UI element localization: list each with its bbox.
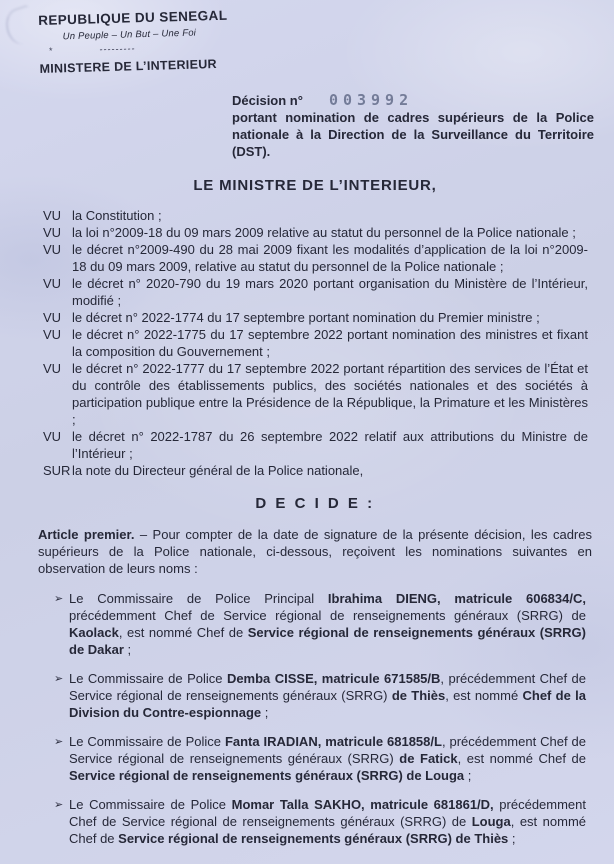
minister-title: LE MINISTRE DE L’INTERIEUR, <box>193 177 437 194</box>
bold-run: Service régional de renseignements généraux (SRRG) de Louga <box>69 768 465 783</box>
bullet-arrow-icon: ➢ <box>54 593 64 605</box>
article-paragraph <box>38 526 592 577</box>
bold-run: Article premier. <box>38 527 135 542</box>
preamble-text: le décret n° 2022-1787 du 26 septembre 2022 relatif aux attributions du Ministre de l’Intérieur ; <box>72 429 588 461</box>
preamble-text: la Constitution ; <box>72 208 162 223</box>
text-run: ; <box>123 642 132 657</box>
corner-smudge <box>1 5 39 48</box>
text-run: ; <box>508 831 516 846</box>
preamble-text: la loi n°2009-18 du 09 mars 2009 relative au statut du personnel de la Police nationale ; <box>72 225 576 240</box>
bold-run: de Fatick <box>399 751 458 766</box>
text-run: Le Commissaire de Police <box>69 797 232 812</box>
bold-run: de Thiès <box>391 688 446 703</box>
appointment-text <box>69 796 592 847</box>
preamble-item <box>43 224 592 241</box>
preamble-marker: VU <box>43 225 62 240</box>
preamble-text: le décret n° 2020-790 du 19 mars 2020 portant organisation du Ministère de l’Intérieur, modifié ; <box>72 276 588 308</box>
text-run: ; <box>464 768 472 783</box>
decision-number-line <box>232 92 594 109</box>
appointment-text <box>69 590 592 658</box>
preamble-list <box>38 207 592 479</box>
text-run: , précédemment Chef de Service régional de renseignements généraux (SRRG) <box>69 671 586 703</box>
text-run: précédemment Chef de Service régional de renseignements généraux (SRRG) de <box>69 797 587 829</box>
preamble-item <box>43 275 592 309</box>
decision-subject: portant nomination de cadres supérieurs de la Police nationale à la Direction de la Surveillance du Territoire (DST). <box>232 110 594 159</box>
bullet-arrow-icon: ➢ <box>54 736 64 748</box>
decision-number-stamp: 003992 <box>328 91 414 109</box>
text-run: – Pour compter de la date de signature de la présente décision, les cadres supérieurs de la Police nationale, ci-dessous, reçoivent les nominations suivantes en observation de leurs noms : <box>38 527 592 576</box>
preamble-item <box>43 309 592 326</box>
separator-dashes: --------- <box>99 43 136 55</box>
preamble-text: le décret n° 2022-1777 du 17 septembre 2022 portant répartition des services de l’État et du contrôle des établissements publics, des sociétés nationales et des sociétés à participation publique entre la Présidence de la République, la Primature et les Ministères ; <box>72 361 588 427</box>
preamble-item <box>43 360 592 428</box>
appointment-item <box>54 796 592 847</box>
bold-run: Momar Talla SAKHO, matricule 681861/D, <box>231 797 494 812</box>
appointment-item <box>54 590 592 658</box>
appointments-list <box>38 590 592 847</box>
preamble-marker: SUR <box>43 463 71 478</box>
decision-heading-block <box>232 92 594 160</box>
text-run: , est nommé <box>445 688 523 703</box>
text-run: ; <box>261 705 269 720</box>
preamble-text: le décret n° 2022-1774 du 17 septembre portant nomination du Premier ministre ; <box>72 310 540 325</box>
preamble-item <box>43 241 592 275</box>
republic-title: REPUBLIQUE DU SENEGAL <box>38 7 228 28</box>
bold-run: Service régional de renseignements généraux (SRRG) de Thiès <box>118 831 509 846</box>
letterhead <box>38 5 300 78</box>
ministry-title: MINISTERE DE L’INTERIEUR <box>39 57 218 76</box>
preamble-marker: VU <box>43 310 62 325</box>
appointment-item <box>54 670 592 721</box>
text-run: Le Commissaire de Police Principal <box>69 591 328 606</box>
bold-run: Ibrahima DIENG, matricule 606834/C, <box>327 591 586 606</box>
text-run: Le Commissaire de Police <box>69 734 225 749</box>
preamble-marker: VU <box>43 242 62 257</box>
bold-run: Fanta IRADIAN, matricule 681858/L <box>224 734 442 749</box>
decision-label: Décision n° <box>232 93 303 108</box>
appointment-item <box>54 733 592 784</box>
bold-run: Demba CISSE, matricule 671585/B <box>226 671 441 686</box>
preamble-item <box>43 428 592 462</box>
text-run: précédemment Chef de Service régional de renseignements généraux (SRRG) de <box>69 608 586 623</box>
appointment-text <box>69 670 592 721</box>
preamble-text: le décret n° 2022-1775 du 17 septembre 2022 portant nomination des ministres et fixant la composition du Gouvernement ; <box>72 327 588 359</box>
preamble-marker: VU <box>43 208 62 223</box>
preamble-marker: VU <box>43 429 62 444</box>
preamble-text: la note du Directeur général de la Police nationale, <box>72 463 364 478</box>
appointment-text <box>69 733 592 784</box>
preamble-marker: VU <box>43 276 62 291</box>
bullet-arrow-icon: ➢ <box>54 799 64 811</box>
text-run: , est nommé Chef de <box>118 625 248 640</box>
bullet-arrow-icon: ➢ <box>54 673 64 685</box>
preamble-item <box>43 326 592 360</box>
bold-run: Service régional de renseignements généraux (SRRG) de Dakar <box>69 625 586 657</box>
bold-run: Chef de la Division du Contre-espionnage <box>69 688 586 720</box>
preamble-text: le décret n°2009-490 du 28 mai 2009 fixant les modalités d’application de la loi n°2009-18 du 09 mars 2009, relative au statut du personnel de la Police nationale ; <box>72 242 588 274</box>
decide-heading: D E C I D E : <box>255 495 375 512</box>
text-run: , est nommé Chef de <box>69 814 587 846</box>
preamble-marker: VU <box>43 361 62 376</box>
preamble-item <box>43 462 592 479</box>
separator-mark: * <box>48 45 54 56</box>
preamble-item <box>43 207 592 224</box>
text-run: Le Commissaire de Police <box>69 671 227 686</box>
preamble-marker: VU <box>43 327 62 342</box>
bold-run: Kaolack <box>69 625 119 640</box>
bold-run: Louga <box>471 814 511 829</box>
national-motto: Un Peuple – Un But – Une Foi <box>62 27 197 43</box>
text-run: , est nommé Chef de <box>457 751 586 766</box>
text-run: , précédemment Chef de Service régional de renseignements généraux (SRRG) <box>69 734 586 766</box>
